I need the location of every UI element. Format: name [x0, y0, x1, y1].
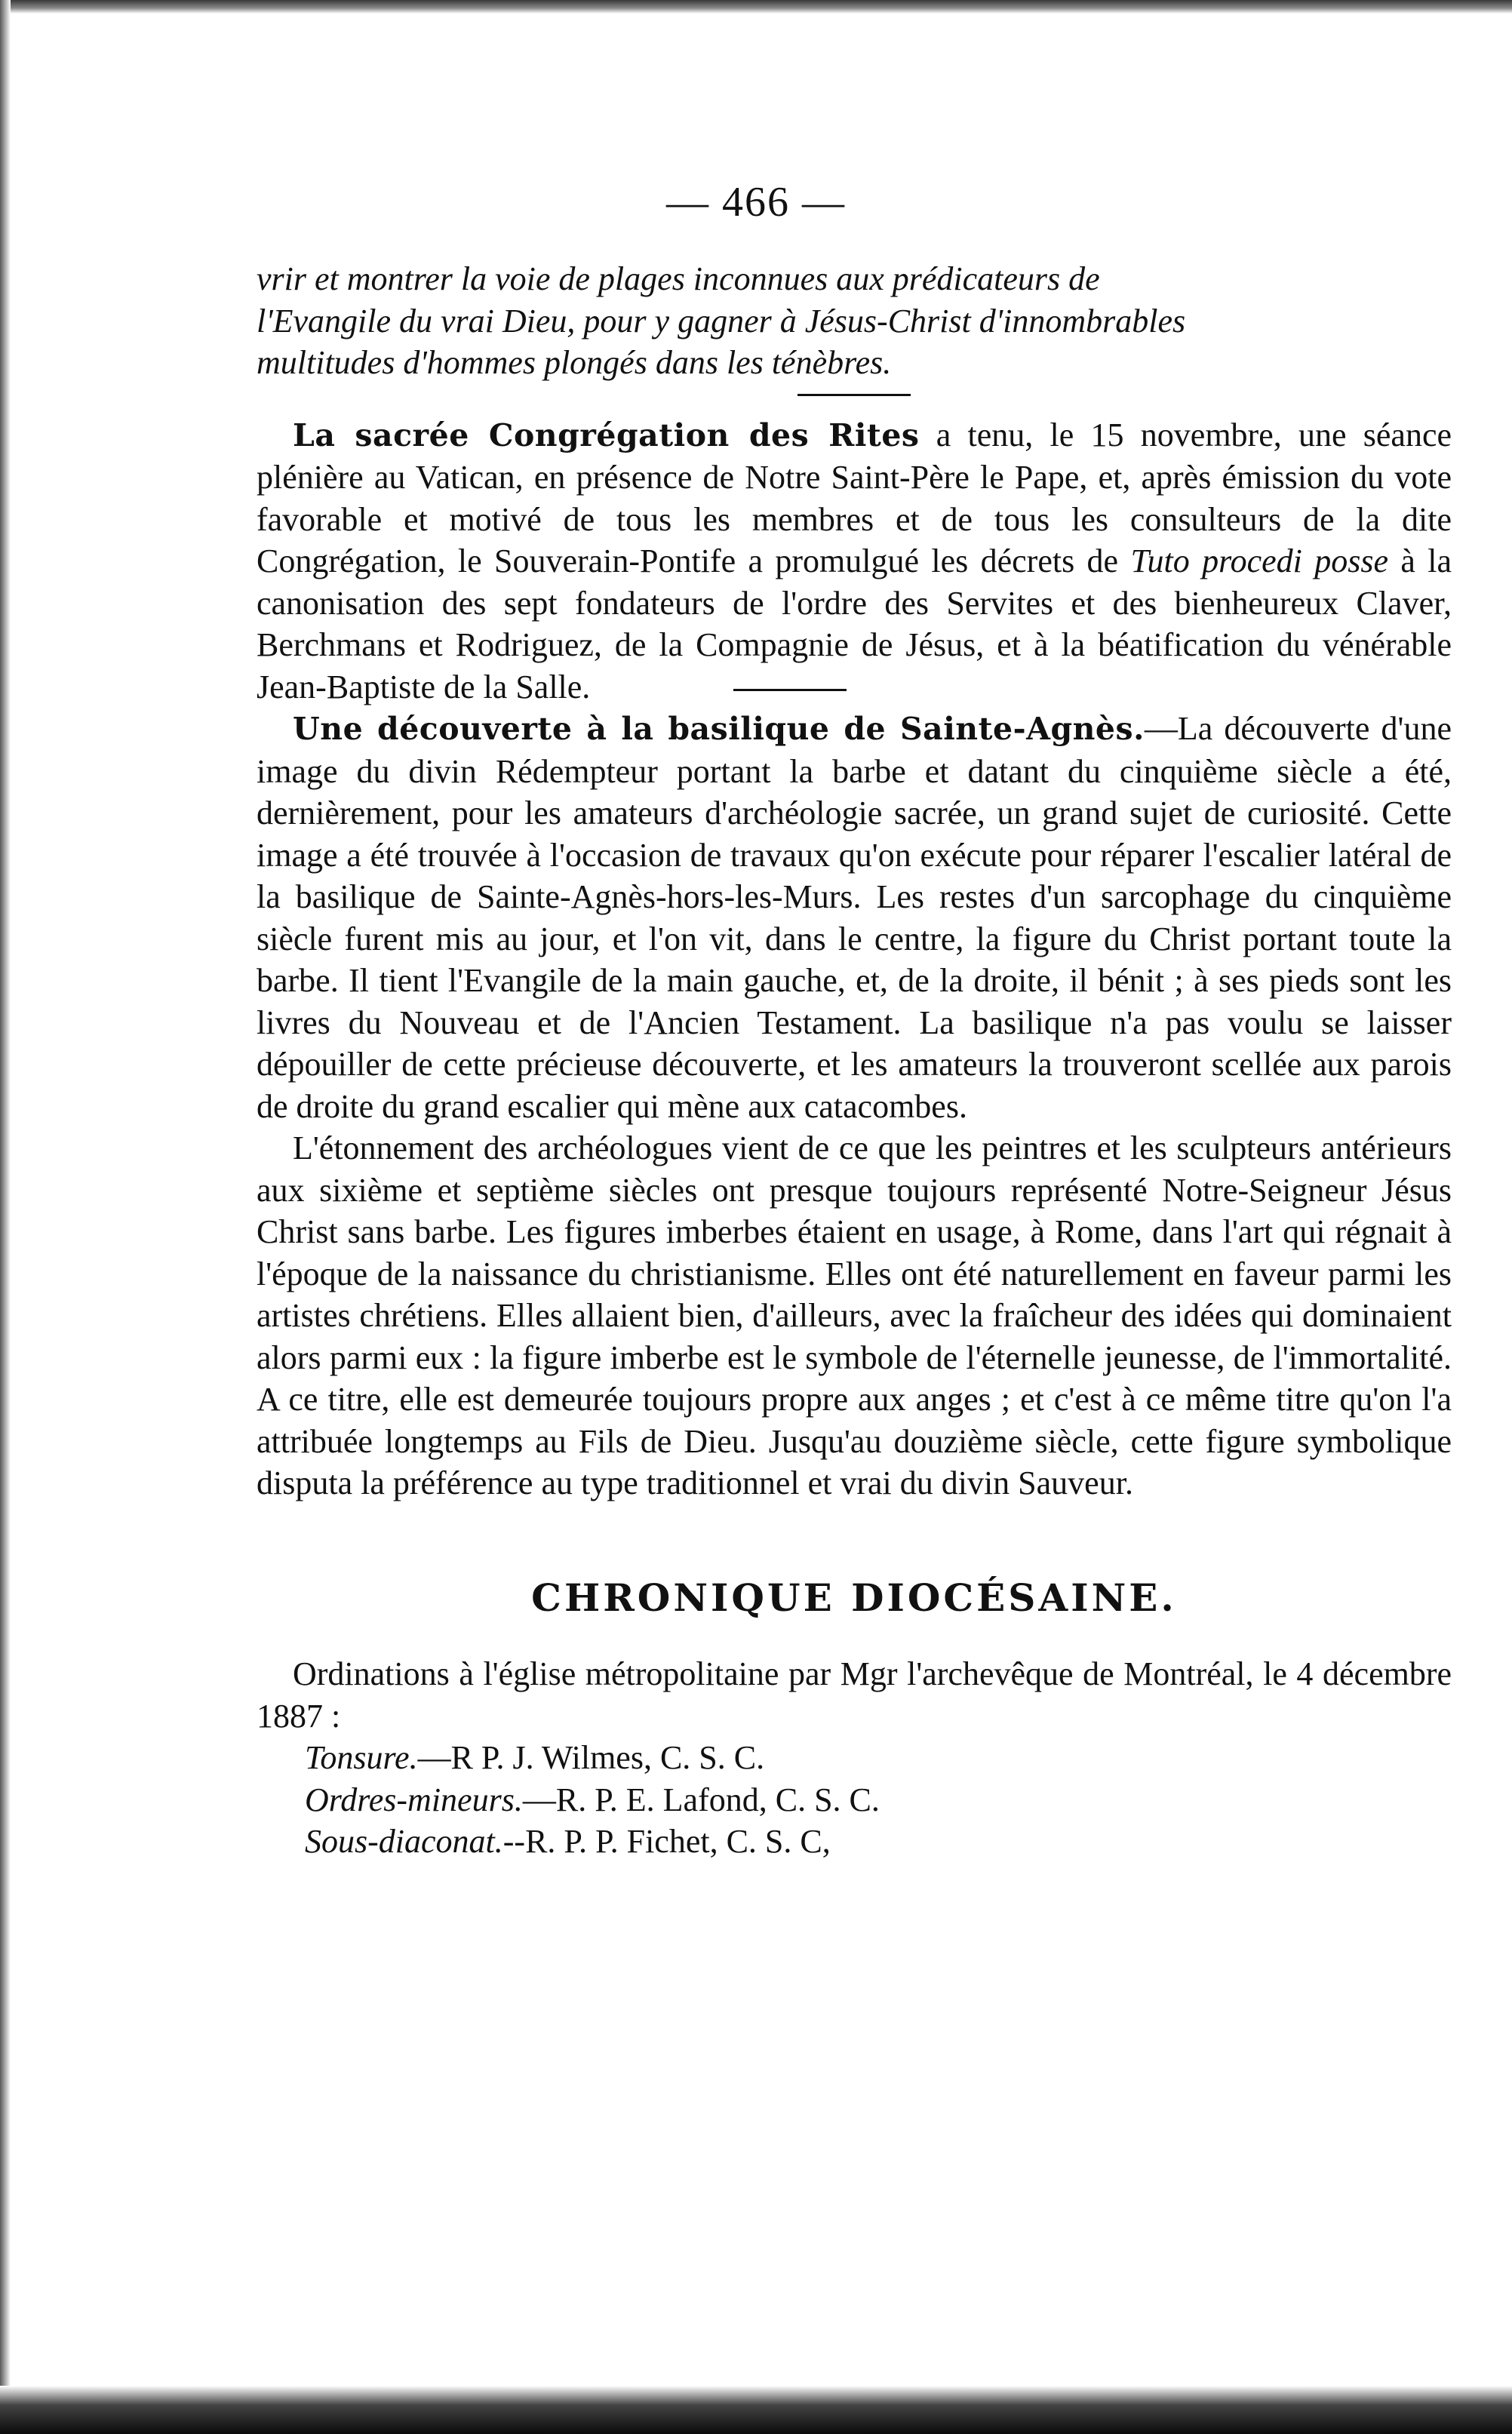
ordination-label: Tonsure. — [305, 1739, 418, 1776]
intro-line: multitudes d'hommes plongés dans les ténèbres. — [257, 344, 892, 381]
congregation-latin-phrase: Tuto procedi posse — [1130, 542, 1388, 579]
scan-edge-left — [0, 0, 11, 2434]
ordination-value: —R P. J. Wilmes, C. S. C. — [417, 1739, 765, 1776]
ordination-item — [257, 1779, 1452, 1821]
ordination-value: --R. P. P. Fichet, C. S. C, — [502, 1823, 831, 1860]
section-divider — [733, 689, 847, 691]
ordination-label: Ordres-mineurs. — [305, 1781, 523, 1818]
intro-line: vrir et montrer la voie de plages inconnues aux prédicateurs de — [257, 260, 1100, 297]
decouverte-text: —La découverte d'une image du divin Rédempteur portant la barbe et datant du cinquième siècle a été, dernièrement, pour les amateurs d'archéologie sacrée, un grand sujet de curiosité. Cette image a été trouvée à l'occasion de travaux qu'on exécute pour réparer l'escalier latéral de la basilique de Sainte-Agnès-hors-les-Murs. Les restes d'un sarcophage du cinquième siècle furent mis au jour, et l'on vit, dans le centre, la figure du Christ portant toute la barbe. Il tient l'Evangile de la main gauche, et, de la droite, il bénit ; à ses pieds sont les livres du Nouveau et de l'Ancien Testament. La basilique n'a pas voulu se laisser dépouiller de cette précieuse découverte, et les amateurs la trouveront scellée aux parois de droite du grand escalier qui mène aux catacombes. — [257, 710, 1452, 1125]
scan-edge-top — [0, 0, 1512, 14]
decouverte-heading: Une découverte à la basilique de Sainte-Agnès. — [293, 711, 1145, 747]
ordination-item — [257, 1821, 1452, 1863]
archeologues-paragraph: L'étonnement des archéologues vient de ce que les peintres et les sculpteurs antérieurs aux sixième et septième siècles ont presque toujours représenté Notre-Seigneur Jésus Christ sans barbe. Les figures imberbes étaient en usage, à Rome, dans l'art qui régnait à l'époque de la naissance du christianisme. Elles ont été naturellement en faveur parmi les artistes chrétiens. Elles allaient bien, d'ailleurs, avec la fraîcheur des idées qui dominaient alors parmi eux : la figure imberbe est le symbole de l'éternelle jeunesse, de l'immortalité. A ce titre, elle est demeurée toujours propre aux anges ; et c'est à ce même titre qu'on l'a attribuée longtemps au Fils de Dieu. Jusqu'au douzième siècle, cette figure symbolique disputa la préférence au type traditionnel et vrai du divin Sauveur. — [257, 1129, 1452, 1501]
ordination-item — [257, 1737, 1452, 1779]
ordinations-intro: Ordinations à l'église métropolitaine par Mgr l'archevêque de Montréal, le 4 décembre 1887 : — [257, 1655, 1452, 1735]
ordination-value: —R. P. E. Lafond, C. S. C. — [522, 1781, 880, 1818]
scan-edge-bottom — [0, 2386, 1512, 2434]
congregation-text: a tenu, le 15 novembre, une séance plénière au Vatican, en présence de Notre Saint-Père le Pape, et, après émission du vote favorable et motivé de tous les membres et de tous les consulteurs de la dite Congrégation, le Souverain-Pontife a promulgué les décrets de — [257, 416, 1452, 579]
intro-line: l'Evangile du vrai Dieu, pour y gagner à Jésus-Christ d'innombrables — [257, 302, 1186, 340]
section-divider — [797, 394, 911, 396]
chronique-title: CHRONIQUE DIOCÉSAINE. — [531, 1575, 1177, 1620]
congregation-text-end: à la canonisation des sept fondateurs de l'ordre des Servites et des bienheureux Claver, Berchmans et Rodriguez, de la Compagnie de Jésus, et à la béatification du vénérable Jean-Baptiste de la Salle. — [257, 542, 1452, 705]
congregation-paragraph — [257, 414, 1452, 708]
page-number: — 466 — — [666, 179, 846, 226]
decouverte-paragraph — [257, 708, 1452, 1127]
ordination-label: Sous-diaconat. — [305, 1823, 503, 1860]
page-body — [257, 258, 1452, 1863]
congregation-heading: La sacrée Congrégation des Rites — [293, 416, 920, 453]
